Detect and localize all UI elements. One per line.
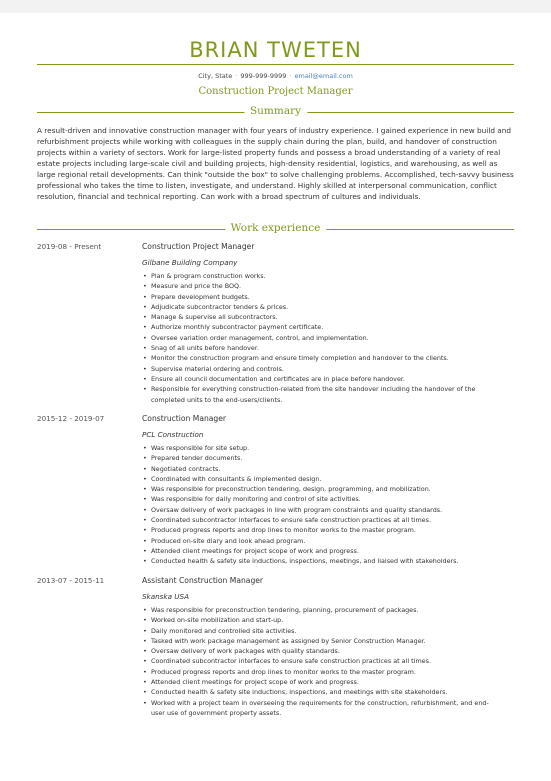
duty-item: • Adjudicate subcontractor tenders & prices. <box>142 302 498 312</box>
job-role: Assistant Construction Manager <box>142 576 264 585</box>
job-title: Construction Project Manager <box>198 86 353 97</box>
duty-item: • Negotiated contracts. <box>142 464 498 474</box>
phone-text: 999-999-9999 <box>240 72 287 80</box>
duty-item: • Manage & supervise all subcontractors. <box>142 312 498 322</box>
candidate-name: BRIAN TWETEN <box>189 38 362 62</box>
contact-separator: · <box>235 72 238 80</box>
duty-item: • Was responsible for preconstruction tendering, planning, procurement of packages. <box>142 605 498 615</box>
summary-heading <box>37 105 514 119</box>
duty-item: • Oversee variation order management, control, and implementation. <box>142 333 498 343</box>
job-duties <box>142 605 498 718</box>
top-bar <box>0 0 551 13</box>
duty-item: • Produced on-site diary and look ahead program. <box>142 536 498 546</box>
duty-item: • Was responsible for preconstruction tendering, design, programming, and mobilization. <box>142 484 498 494</box>
duty-item: • Tasked with work package management as assigned by Senior Construction Manager. <box>142 636 498 646</box>
location-text: City, State <box>198 72 233 80</box>
duty-item: • Prepare development budgets. <box>142 292 498 302</box>
job-company: Gilbane Building Company <box>142 258 238 267</box>
duty-item: • Produced progress reports and drop lines to monitor works to the master program. <box>142 525 498 535</box>
summary-heading-label: Summary <box>244 105 307 117</box>
name-divider <box>37 64 514 65</box>
duty-item: • Was responsible for site setup. <box>142 443 498 453</box>
duty-item: • Monitor the construction program and ensure timely completion and handover to the clients. <box>142 353 498 363</box>
job-duties <box>142 443 498 567</box>
duty-item: • Oversaw delivery of work packages in line with program constraints and quality standards. <box>142 505 498 515</box>
duty-item: • Attended client meetings for project scope of work and progress. <box>142 546 498 556</box>
duty-item: • Coordinated with consultants & implemented design. <box>142 474 498 484</box>
duty-item: • Produced progress reports and drop lines to monitor works to the master program. <box>142 667 498 677</box>
duty-item: • Plan & program construction works. <box>142 271 498 281</box>
duty-item: • Prepared tender documents. <box>142 453 498 463</box>
contact-line <box>0 72 551 80</box>
job-dates: 2019-08 - Present <box>37 242 102 251</box>
duty-item: • Snag of all units before handover. <box>142 343 498 353</box>
duty-item: • Worked on-site mobilization and start-up. <box>142 615 498 625</box>
job-company: PCL Construction <box>142 430 204 439</box>
duty-item: • Daily monitored and controlled site activities. <box>142 626 498 636</box>
duty-item: • Coordinated subcontractor interfaces to ensure safe construction practices at all times. <box>142 515 498 525</box>
duty-item: • Worked with a project team in overseeing the requirements for the construction, refurbishment, and end-user use of government property assets. <box>142 698 498 719</box>
duty-item: • Ensure all council documentation and certificates are in place before handover. <box>142 374 498 384</box>
duty-item: • Coordinated subcontractor interfaces to ensure safe construction practices at all times. <box>142 656 498 666</box>
duty-item: • Responsible for everything construction-related from the site handover including the handover of the completed units to the end-users/clients. <box>142 384 498 405</box>
duty-item: • Measure and price the BOQ. <box>142 281 498 291</box>
summary-text: A result-driven and innovative construction manager with four years of industry experience. I gained experience in new build and refurbishment projects while working with colleagues in the supply chain during the plan, build, and handover of construction projects within a variety of sectors. Work for large-listed property funds and possess a broad understanding of a variety of real estate projects including large-scale civil and building projects, high-density residential, logistics, and warehousing, as well as large regional retail developments. Can think "outside the box" to solve challenging problems. Accomplished, tech-savvy business professional who takes the time to listen, investigate, and understand. Highly skilled at interpersonal communication, conflict resolution, financial and technical reporting. Can work with a broad spectrum of cultures and individuals. <box>37 126 514 201</box>
duty-item: • Conducted health & safety site inductions, inspections, and meetings with site stakeholders. <box>142 687 498 697</box>
email-link[interactable]: email@email.com <box>294 72 353 80</box>
contact-separator: · <box>289 72 292 80</box>
duty-item: • Authorize monthly subcontractor payment certificate. <box>142 322 498 332</box>
work-experience-heading <box>37 222 514 236</box>
duty-item: • Conducted health & safety site inductions, inspections, meetings, and liaised with stakeholders. <box>142 556 498 566</box>
job-dates: 2013-07 - 2015-11 <box>37 576 105 585</box>
duty-item: • Oversaw delivery of work packages with quality standards. <box>142 646 498 656</box>
work-experience-heading-label: Work experience <box>225 222 327 234</box>
duty-item: • Attended client meetings for project scope of work and progress. <box>142 677 498 687</box>
job-dates: 2015-12 - 2019-07 <box>37 414 105 423</box>
duty-item: • Supervise material ordering and controls. <box>142 364 498 374</box>
job-company: Skanska USA <box>142 592 190 601</box>
job-role: Construction Manager <box>142 414 227 423</box>
job-role: Construction Project Manager <box>142 242 255 251</box>
duty-item: • Was responsible for daily monitoring and control of site activities. <box>142 494 498 504</box>
job-duties <box>142 271 498 405</box>
